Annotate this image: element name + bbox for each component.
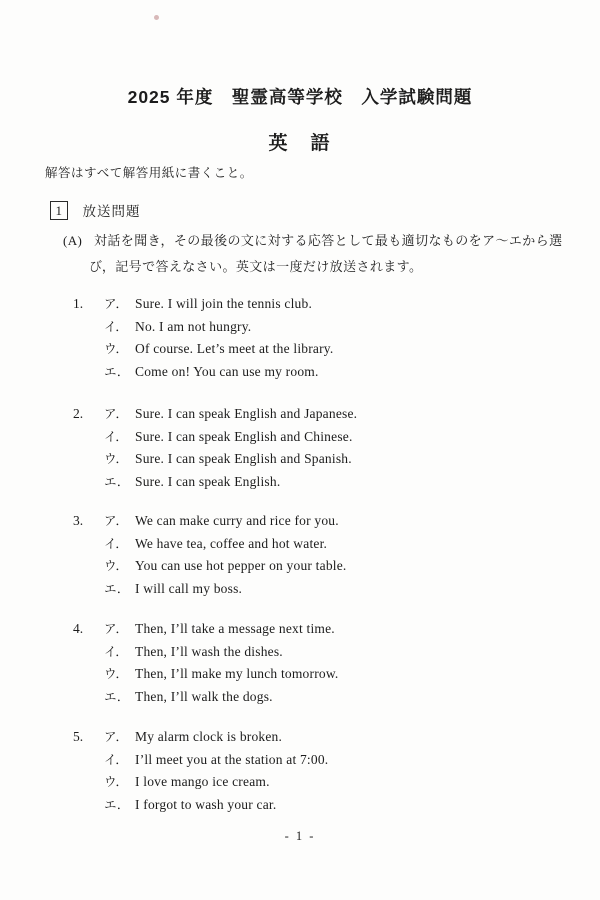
option-label: ウ． xyxy=(104,559,129,573)
option-label: イ． xyxy=(104,429,128,444)
option-label: ア． xyxy=(104,622,129,636)
option-text: No. I am not hungry. xyxy=(135,318,252,334)
question-1 xyxy=(73,293,333,383)
question-4 xyxy=(73,618,339,708)
option-label: ア． xyxy=(104,730,129,744)
option-label: ウ． xyxy=(104,452,129,466)
option-row xyxy=(73,771,328,794)
option-label: ウ． xyxy=(104,775,129,789)
option-label: ウ． xyxy=(104,667,129,681)
option-text: Sure. I can speak English and Spanish. xyxy=(135,451,352,466)
question-3 xyxy=(73,510,347,600)
option-text: Come on! You can use my room. xyxy=(135,363,319,379)
option-text: We can make curry and rice for you. xyxy=(135,513,339,528)
option-text: I love mango ice cream. xyxy=(135,774,270,789)
option-row xyxy=(73,533,347,556)
option-text: Sure. I will join the tennis club. xyxy=(135,296,313,311)
question-number: 2. xyxy=(73,406,84,421)
option-row xyxy=(73,426,357,449)
option-label: イ． xyxy=(104,536,128,551)
option-row xyxy=(73,403,357,426)
option-row xyxy=(73,293,333,316)
option-text: Then, I’ll walk the dogs. xyxy=(135,688,273,704)
section-number-box: 1 xyxy=(50,201,68,220)
option-label: エ． xyxy=(104,364,130,379)
option-text: Then, I’ll make my lunch tomorrow. xyxy=(135,666,339,681)
option-row xyxy=(73,471,357,494)
option-label: ア． xyxy=(104,407,129,421)
option-row xyxy=(73,749,328,772)
option-text: My alarm clock is broken. xyxy=(135,729,283,744)
option-label: イ． xyxy=(104,319,128,334)
option-text: I’ll meet you at the station at 7:00. xyxy=(135,751,329,767)
exam-title: 2025 年度 聖霊高等学校 入学試験問題 xyxy=(127,87,473,107)
answer-sheet-note: 解答はすべて解答用紙に書くこと。 xyxy=(45,166,253,180)
option-row xyxy=(73,726,328,749)
question-number: 1. xyxy=(73,296,84,311)
question-2 xyxy=(73,403,357,493)
option-text: Sure. I can speak English. xyxy=(135,473,281,489)
part-a-label: (A) xyxy=(63,233,83,248)
option-row xyxy=(73,338,333,361)
option-label: エ． xyxy=(104,581,130,596)
option-row xyxy=(73,555,347,578)
part-a-instruction xyxy=(63,228,562,280)
question-5 xyxy=(73,726,328,816)
option-text: I forgot to wash your car. xyxy=(135,796,277,812)
option-label: エ． xyxy=(104,689,130,704)
option-label: ウ． xyxy=(104,342,129,356)
option-row xyxy=(73,794,328,817)
option-text: Sure. I can speak English and Chinese. xyxy=(135,428,353,444)
page-number: - 1 - xyxy=(284,829,316,843)
instruction-line-1 xyxy=(63,228,562,254)
option-text: Sure. I can speak English and Japanese. xyxy=(135,406,358,421)
option-text: Of course. Let’s meet at the library. xyxy=(135,341,334,356)
option-text: I will call my boss. xyxy=(135,580,243,596)
option-text: You can use hot pepper on your table. xyxy=(135,558,347,573)
option-row xyxy=(73,641,339,664)
option-row xyxy=(73,663,339,686)
option-row xyxy=(73,686,339,709)
option-text: We have tea, coffee and hot water. xyxy=(135,535,328,551)
option-label: ア． xyxy=(104,514,129,528)
question-number: 5. xyxy=(73,729,84,744)
option-label: イ． xyxy=(104,752,128,767)
option-label: エ． xyxy=(104,474,130,489)
exam-subject: 英 語 xyxy=(268,133,332,154)
option-row xyxy=(73,578,347,601)
option-row xyxy=(73,510,347,533)
option-label: イ． xyxy=(104,644,128,659)
option-row xyxy=(73,316,333,339)
section-header xyxy=(50,200,141,220)
option-text: Then, I’ll wash the dishes. xyxy=(135,643,283,659)
option-label: エ． xyxy=(104,797,130,812)
option-label: ア． xyxy=(104,297,129,311)
section-title: 放送問題 xyxy=(82,204,141,219)
scan-artifact-dot xyxy=(154,15,159,20)
question-number: 4. xyxy=(73,621,84,636)
option-row xyxy=(73,448,357,471)
instruction-text-1: 対話を聞き，その最後の文に対する応答として最も適切なものをア～エから選 xyxy=(94,233,563,248)
question-number: 3. xyxy=(73,513,84,528)
option-text: Then, I’ll take a message next time. xyxy=(135,621,335,636)
option-row xyxy=(73,618,339,641)
instruction-line-2: び，記号で答えなさい。英文は一度だけ放送されます。 xyxy=(89,259,423,274)
option-row xyxy=(73,361,333,384)
